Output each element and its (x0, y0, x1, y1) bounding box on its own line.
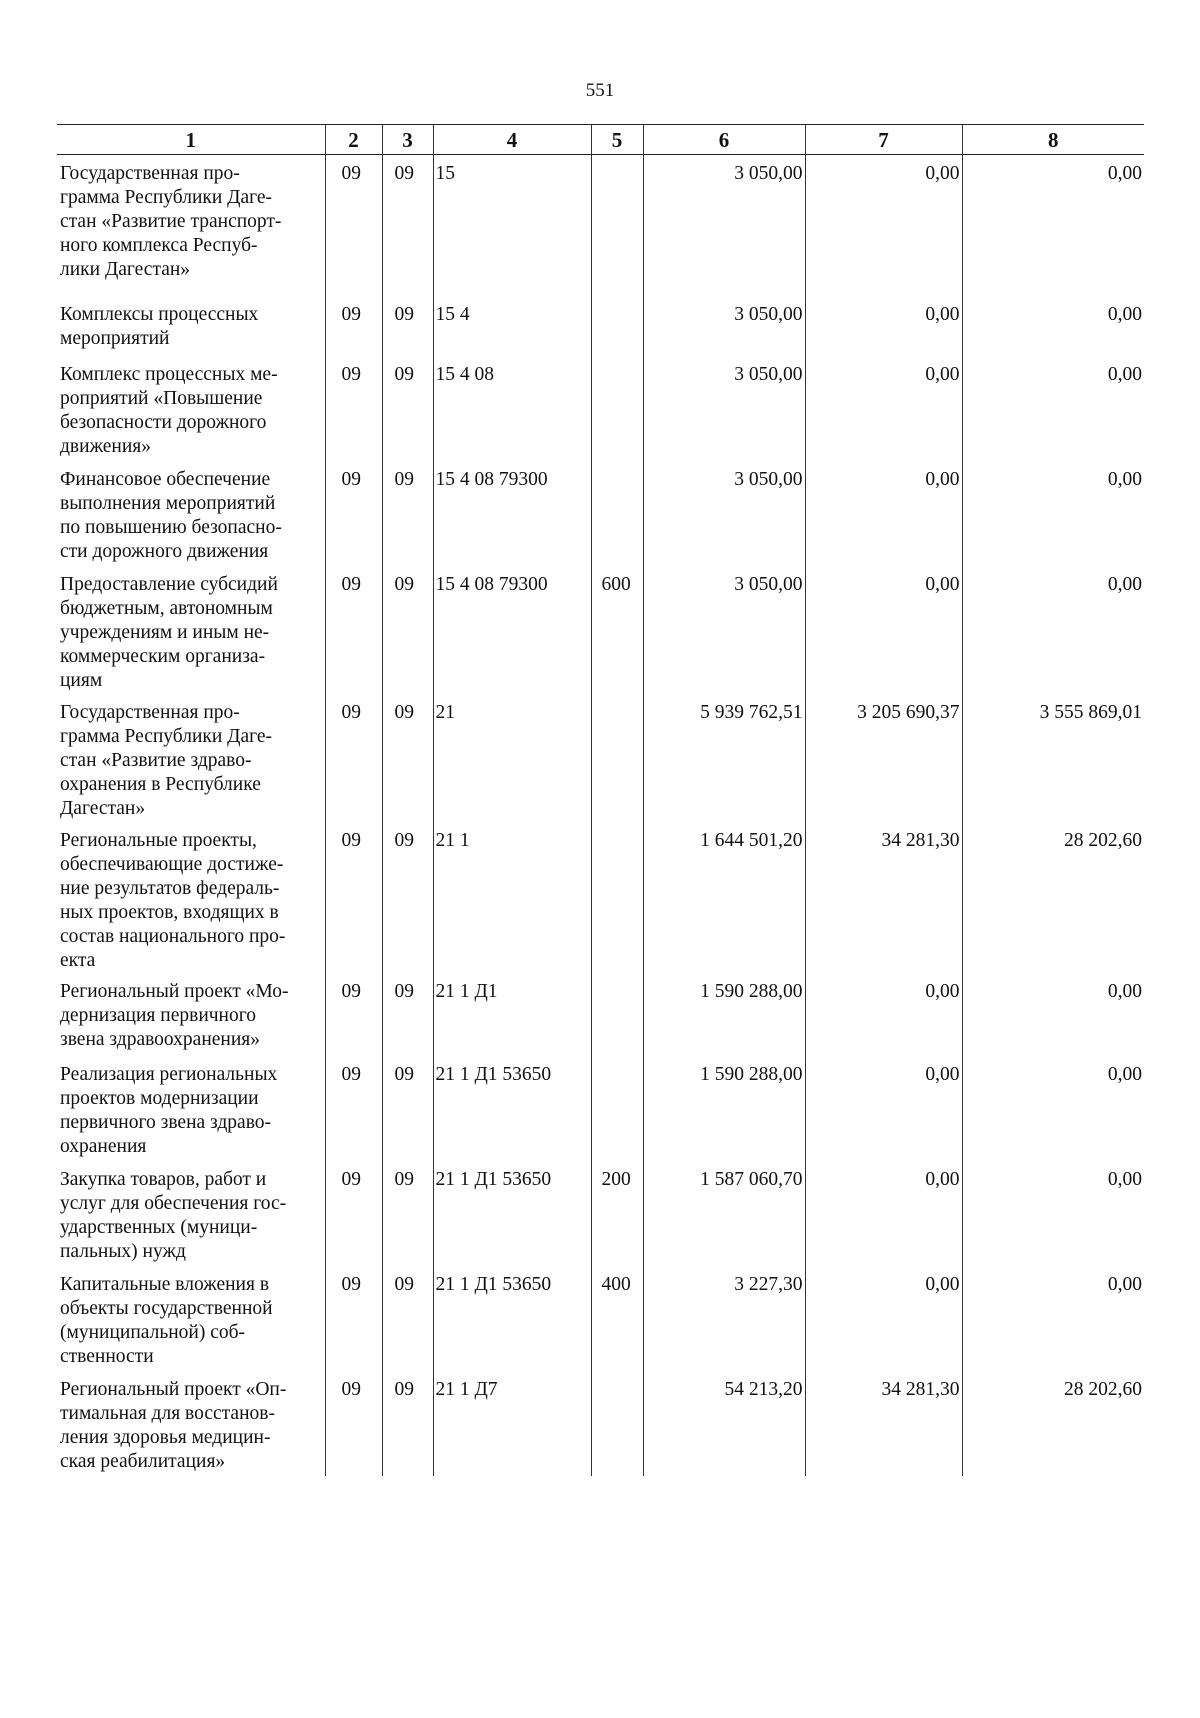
row-section-cell: 09 (325, 694, 382, 822)
row-subsection-cell: 09 (382, 356, 433, 461)
row-amount-col8-cell: 0,00 (962, 356, 1144, 461)
row-amount-col7-cell: 0,00 (805, 356, 962, 461)
row-amount-col6-cell: 3 050,00 (643, 296, 805, 356)
row-amount-col8-cell: 0,00 (962, 1161, 1144, 1266)
row-name-cell: Региональный проект «Мо- дернизация первичного звена здравоохранения» (60, 980, 289, 1050)
column-header-8: 8 (962, 125, 1144, 155)
row-target-code-cell: 15 4 08 79300 (433, 566, 591, 694)
table-row (57, 566, 1144, 694)
row-expense-type-cell (591, 296, 643, 356)
row-name-cell: Региональные проекты, обеспечивающие достиже- ние результатов федераль- ных проектов, входящих в состав национального про- екта (60, 829, 286, 971)
row-subsection-cell: 09 (382, 1056, 433, 1161)
row-name-cell: Государственная про- грамма Республики Даге- стан «Развитие здраво- охранения в Республике Дагестан» (60, 701, 273, 819)
row-subsection-cell: 09 (382, 973, 433, 1056)
table-row (57, 296, 1144, 356)
row-subsection-cell: 09 (382, 461, 433, 566)
row-section-cell: 09 (325, 1266, 382, 1371)
row-target-code-cell: 21 1 Д1 53650 (433, 1056, 591, 1161)
row-amount-col8-cell: 0,00 (962, 461, 1144, 566)
row-name-cell: Реализация региональных проектов модернизации первичного звена здраво- охранения (60, 1063, 278, 1157)
row-amount-col6-cell: 1 587 060,70 (643, 1161, 805, 1266)
row-subsection-cell: 09 (382, 822, 433, 973)
row-section-cell: 09 (325, 296, 382, 356)
row-amount-col8-cell: 0,00 (962, 155, 1144, 296)
row-expense-type-cell (591, 155, 643, 296)
row-section-cell: 09 (325, 461, 382, 566)
row-amount-col7-cell: 0,00 (805, 1056, 962, 1161)
table-row (57, 461, 1144, 566)
row-section-cell: 09 (325, 566, 382, 694)
row-amount-col7-cell: 3 205 690,37 (805, 694, 962, 822)
table-row (57, 1161, 1144, 1266)
row-expense-type-cell (591, 973, 643, 1056)
row-name-cell: Государственная про- грамма Республики Даге- стан «Развитие транспорт- ного комплекса Респуб- лики Дагестан» (60, 163, 282, 280)
row-section-cell: 09 (325, 973, 382, 1056)
row-name-cell: Комплексы процессных мероприятий (60, 303, 259, 349)
row-amount-col6-cell: 3 050,00 (643, 566, 805, 694)
row-expense-type-cell: 600 (591, 566, 643, 694)
row-amount-col7-cell: 0,00 (805, 296, 962, 356)
row-subsection-cell: 09 (382, 155, 433, 296)
row-amount-col6-cell: 5 939 762,51 (643, 694, 805, 822)
row-amount-col7-cell: 0,00 (805, 973, 962, 1056)
row-subsection-cell: 09 (382, 296, 433, 356)
row-target-code-cell: 21 1 Д7 (433, 1371, 591, 1476)
row-amount-col8-cell: 28 202,60 (962, 822, 1144, 973)
row-amount-col8-cell: 3 555 869,01 (962, 694, 1144, 822)
column-header-1: 1 (57, 125, 325, 155)
table-row (57, 1371, 1144, 1476)
row-section-cell: 09 (325, 822, 382, 973)
row-subsection-cell: 09 (382, 566, 433, 694)
table-row (57, 356, 1144, 461)
row-amount-col6-cell: 3 227,30 (643, 1266, 805, 1371)
row-subsection-cell: 09 (382, 1371, 433, 1476)
table-row (57, 155, 1144, 296)
row-amount-col7-cell: 34 281,30 (805, 1371, 962, 1476)
table-row (57, 822, 1144, 973)
row-subsection-cell: 09 (382, 1161, 433, 1266)
column-header-5: 5 (591, 125, 643, 155)
column-header-3: 3 (382, 125, 433, 155)
row-amount-col8-cell: 0,00 (962, 296, 1144, 356)
row-expense-type-cell (591, 461, 643, 566)
row-expense-type-cell (591, 694, 643, 822)
row-expense-type-cell (591, 822, 643, 973)
row-amount-col7-cell: 34 281,30 (805, 822, 962, 973)
row-target-code-cell: 21 1 Д1 53650 (433, 1161, 591, 1266)
row-target-code-cell: 15 4 (433, 296, 591, 356)
column-header-6: 6 (643, 125, 805, 155)
column-header-2: 2 (325, 125, 382, 155)
row-amount-col8-cell: 0,00 (962, 566, 1144, 694)
row-target-code-cell: 21 1 Д1 53650 (433, 1266, 591, 1371)
row-target-code-cell: 21 (433, 694, 591, 822)
row-amount-col7-cell: 0,00 (805, 461, 962, 566)
row-expense-type-cell (591, 1371, 643, 1476)
row-amount-col6-cell: 1 590 288,00 (643, 1056, 805, 1161)
row-section-cell: 09 (325, 356, 382, 461)
row-section-cell: 09 (325, 1371, 382, 1476)
row-amount-col8-cell: 0,00 (962, 1056, 1144, 1161)
row-target-code-cell: 21 1 (433, 822, 591, 973)
row-amount-col6-cell: 3 050,00 (643, 461, 805, 566)
row-amount-col8-cell: 28 202,60 (962, 1371, 1144, 1476)
column-header-7: 7 (805, 125, 962, 155)
row-section-cell: 09 (325, 1056, 382, 1161)
row-amount-col6-cell: 1 644 501,20 (643, 822, 805, 973)
page-number: 551 (585, 80, 615, 101)
row-target-code-cell: 21 1 Д1 (433, 973, 591, 1056)
row-amount-col7-cell: 0,00 (805, 1266, 962, 1371)
row-subsection-cell: 09 (382, 694, 433, 822)
row-amount-col6-cell: 3 050,00 (643, 356, 805, 461)
row-expense-type-cell: 400 (591, 1266, 643, 1371)
table-row (57, 694, 1144, 822)
row-name-cell: Капитальные вложения в объекты государственной (муниципальной) соб- ственности (60, 1273, 273, 1367)
row-name-cell: Комплекс процессных ме- роприятий «Повышение безопасности дорожного движения» (60, 363, 278, 457)
row-amount-col6-cell: 54 213,20 (643, 1371, 805, 1476)
row-amount-col6-cell: 3 050,00 (643, 155, 805, 296)
row-amount-col6-cell: 1 590 288,00 (643, 973, 805, 1056)
budget-table (57, 124, 1144, 1476)
row-expense-type-cell: 200 (591, 1161, 643, 1266)
row-amount-col7-cell: 0,00 (805, 155, 962, 296)
row-target-code-cell: 15 4 08 79300 (433, 461, 591, 566)
table-body (57, 155, 1144, 1476)
row-section-cell: 09 (325, 155, 382, 296)
row-amount-col7-cell: 0,00 (805, 1161, 962, 1266)
row-section-cell: 09 (325, 1161, 382, 1266)
row-expense-type-cell (591, 356, 643, 461)
row-target-code-cell: 15 4 08 (433, 356, 591, 461)
row-name-cell: Закупка товаров, работ и услуг для обеспечения гос- ударственных (муници- пальных) нужд (60, 1168, 287, 1262)
row-name-cell: Предоставление субсидий бюджетным, автономным учреждениям и иным не- коммерческим организа- циям (60, 573, 278, 691)
row-amount-col7-cell: 0,00 (805, 566, 962, 694)
table-row (57, 1056, 1144, 1161)
row-subsection-cell: 09 (382, 1266, 433, 1371)
row-target-code-cell: 15 (433, 155, 591, 296)
column-header-4: 4 (433, 125, 591, 155)
table-row (57, 973, 1144, 1056)
row-name-cell: Финансовое обеспечение выполнения мероприятий по повышению безопасно- сти дорожного движения (60, 468, 282, 562)
table-row (57, 1266, 1144, 1371)
header-row (57, 125, 1144, 155)
row-name-cell: Региональный проект «Оп- тимальная для восстанов- ления здоровья медицин- ская реабилитация» (60, 1378, 287, 1472)
row-amount-col8-cell: 0,00 (962, 1266, 1144, 1371)
row-amount-col8-cell: 0,00 (962, 973, 1144, 1056)
row-expense-type-cell (591, 1056, 643, 1161)
